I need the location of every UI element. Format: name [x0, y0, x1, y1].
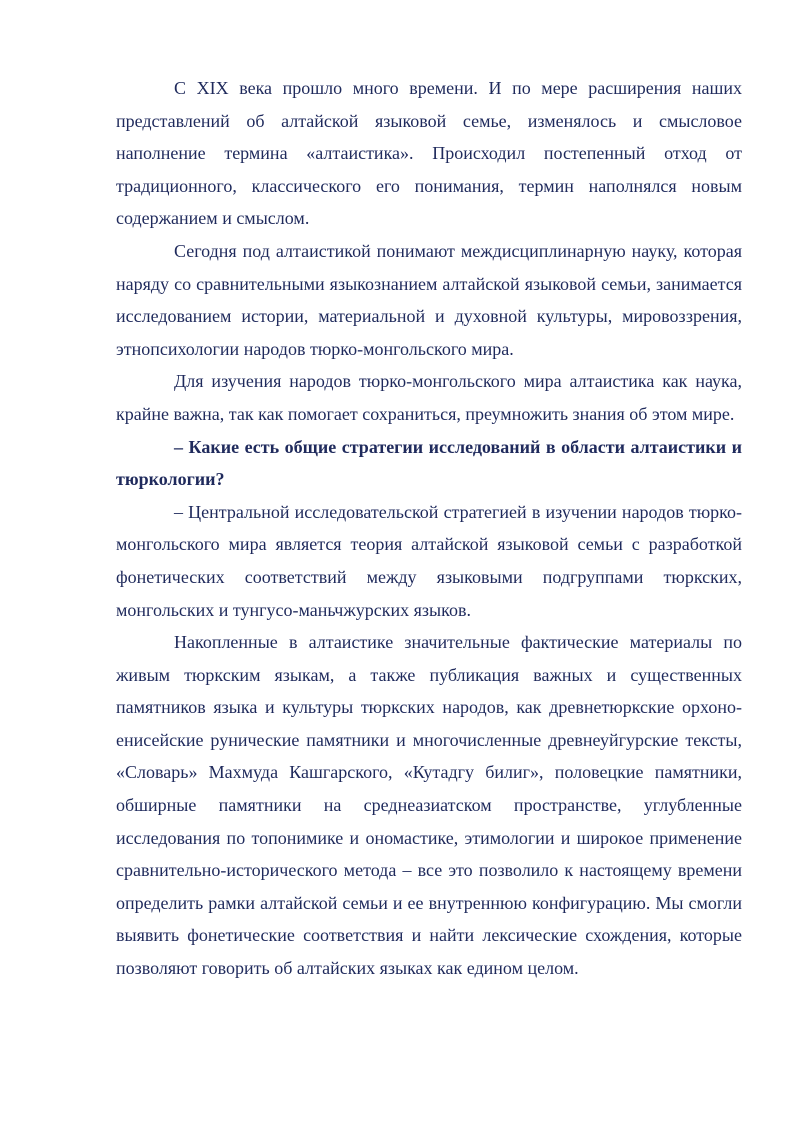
- paragraph-1: С XIX века прошло много времени. И по мере расширения наших представлений об алтайской языковой семье, изменялось и смысловое наполнение термина «алтаистика». Происходил постепенный отход от традиционного, классического его понимания, термин наполнялся новым содержанием и смыслом.: [116, 78, 742, 229]
- answer-paragraph-2: Накопленные в алтаистике значительные фактические материалы по живым тюркским языкам, а также публикация важных и существенных памятников языка и культуры тюркских народов, как древнетюркские орхоно-енисейские рунические памятники и многочисленные древнеуйгурские тексты, «Словарь» Махмуда Кашгарского, «Кутадгу билиг», половецкие памятники, обширные памятники на среднеазиатском пространстве, углубленные исследования по топонимике и ономастике, этимологии и широкое применение сравнительно-исторического метода – все это позволило к настоящему времени определить рамки алтайской семьи и ее внутреннюю конфигурацию. Мы смогли выявить фонетические соответствия и найти лексические схождения, которые позволяют говорить об алтайских языках как едином целом.: [116, 632, 742, 979]
- answer-paragraph-1: – Центральной исследовательской стратегией в изучении народов тюрко-монгольского мира является теория алтайской языковой семьи с разработкой фонетических соответствий между языковыми подгруппами тюркских, монгольских и тунгусо-маньчжурских языков.: [116, 501, 742, 620]
- interview-question: – Какие есть общие стратегии исследований в области алтаистики и тюркологии?: [116, 436, 742, 490]
- document-body: [116, 72, 742, 985]
- paragraph-3: Для изучения народов тюрко-монгольского мира алтаистика как наука, крайне важна, так как помогает сохраниться, преумножить знания об этом мире.: [116, 371, 742, 424]
- paragraph-2: Сегодня под алтаистикой понимают междисциплинарную науку, которая наряду со сравнительными языкознанием алтайской языковой семьи, занимается исследованием истории, материальной и духовной культуры, мировоззрения, этнопсихологии народов тюрко-монгольского мира.: [116, 240, 742, 359]
